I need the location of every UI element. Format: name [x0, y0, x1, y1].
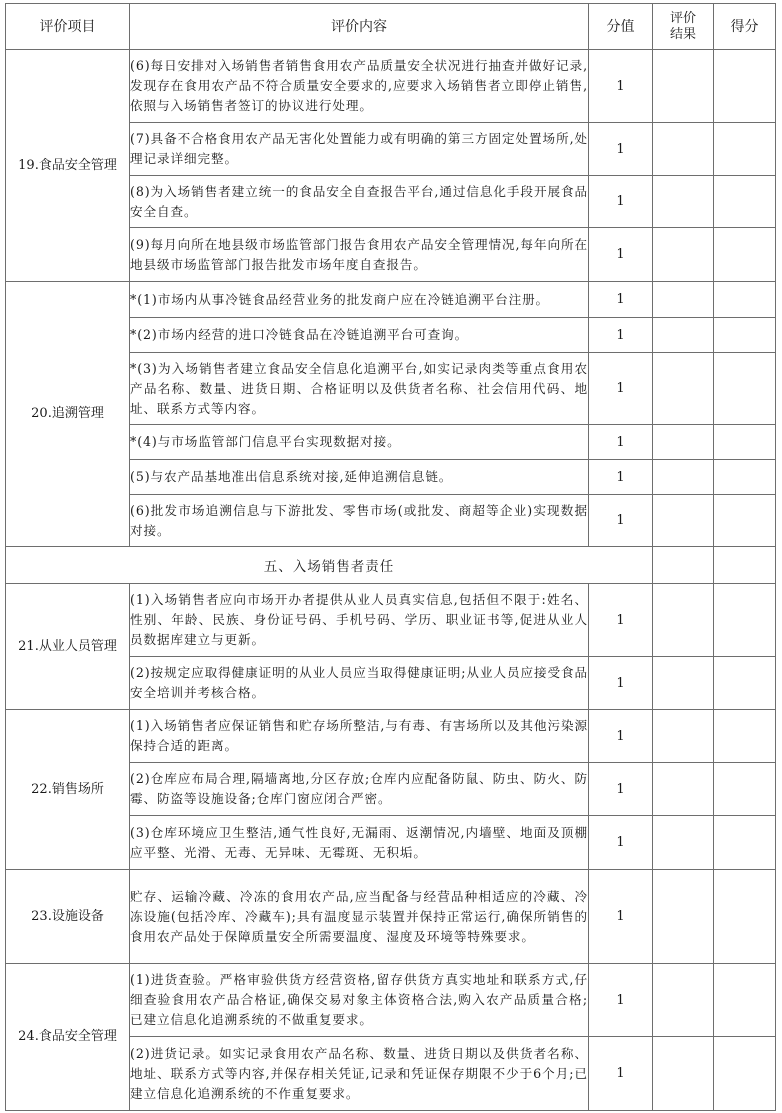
table-row [6, 584, 776, 657]
table-header-row [6, 4, 776, 50]
result-cell[interactable] [653, 425, 714, 460]
content-cell: (6)每日安排对入场销售者销售食用农产品质量安全状况进行抽查并做好记录,发现存在食用农产品不符合质量安全要求的,应要求入场销售者立即停止销售,依照与入场销售者签订的协议进行处理。 [130, 50, 589, 123]
header-result [653, 4, 714, 50]
content-cell: *(3)为入场销售者建立食品安全信息化追溯平台,如实记录肉类等重点食用农产品名称、数量、进货日期、合格证明以及供货者名称、社会信用代码、地址、联系方式等内容。 [130, 353, 589, 425]
result-cell[interactable] [653, 318, 714, 353]
content-cell: *(1)市场内从事冷链食品经营业务的批发商户应在冷链追溯平台注册。 [130, 282, 589, 318]
result-cell[interactable] [653, 964, 714, 1037]
content-cell: (2)仓库应布局合理,隔墙离地,分区存放;仓库内应配备防鼠、防虫、防火、防霉、防盗等设施设备;仓库门窗应闭合严密。 [130, 763, 589, 816]
result-cell[interactable] [653, 816, 714, 870]
score-cell: 1 [589, 425, 653, 460]
header-points: 得分 [714, 4, 776, 50]
score-cell: 1 [589, 228, 653, 282]
points-cell[interactable] [714, 282, 776, 318]
score-cell: 1 [589, 870, 653, 964]
result-cell[interactable] [653, 763, 714, 816]
item-21-staff-management: 21.从业人员管理 [6, 584, 130, 710]
content-cell: (2)按规定应取得健康证明的从业人员应当取得健康证明;从业人员应接受食品安全培训并考核合格。 [130, 657, 589, 710]
points-cell[interactable] [714, 870, 776, 964]
item-24-food-safety: 24.食品安全管理 [6, 964, 130, 1111]
header-result-line1: 评价 [669, 10, 696, 26]
points-cell[interactable] [714, 1037, 776, 1111]
table-row [6, 964, 776, 1037]
result-cell[interactable] [653, 176, 714, 228]
item-23-facilities: 23.设施设备 [6, 870, 130, 964]
score-cell: 1 [589, 1037, 653, 1111]
table-row [6, 870, 776, 964]
points-cell[interactable] [714, 460, 776, 495]
score-cell: 1 [589, 460, 653, 495]
points-cell[interactable] [714, 228, 776, 282]
score-cell: 1 [589, 763, 653, 816]
result-cell[interactable] [653, 870, 714, 964]
header-score: 分值 [589, 4, 653, 50]
result-cell[interactable] [653, 460, 714, 495]
result-cell[interactable] [653, 353, 714, 425]
content-cell: 贮存、运输冷藏、冷冻的食用农产品,应当配备与经营品种相适应的冷藏、冷冻设施(包括冷库、冷藏车);具有温度显示装置并保持正常运行,确保所销售的食用农产品处于保障质量安全所需要温度、湿度及环境等特殊要求。 [130, 870, 589, 964]
content-cell: (5)与农产品基地准出信息系统对接,延伸追溯信息链。 [130, 460, 589, 495]
content-cell: (8)为入场销售者建立统一的食品安全自查报告平台,通过信息化手段开展食品安全自查。 [130, 176, 589, 228]
points-cell[interactable] [714, 123, 776, 176]
content-cell: (1)进货查验。严格审验供货方经营资格,留存供货方真实地址和联系方式,仔细查验食用农产品合格证,确保交易对象主体资格合法,购入农产品质量合格;已建立信息化追溯系统的不做重复要求。 [130, 964, 589, 1037]
points-cell[interactable] [714, 584, 776, 657]
section-row [6, 547, 776, 584]
points-cell[interactable] [714, 495, 776, 547]
content-cell: (1)入场销售者应保证销售和贮存场所整洁,与有毒、有害场所以及其他污染源保持合适的距离。 [130, 710, 589, 763]
result-cell[interactable] [653, 1037, 714, 1111]
content-cell: (2)进货记录。如实记录食用农产品名称、数量、进货日期以及供货者名称、地址、联系方式等内容,并保存相关凭证,记录和凭证保存期限不少于6个月;已建立信息化追溯系统的不作重复要求。 [130, 1037, 589, 1111]
points-cell[interactable] [714, 50, 776, 123]
result-cell[interactable] [653, 123, 714, 176]
result-cell[interactable] [653, 584, 714, 657]
points-cell[interactable] [714, 547, 776, 584]
table-row [6, 50, 776, 123]
points-cell[interactable] [714, 964, 776, 1037]
content-cell: *(2)市场内经营的进口冷链食品在冷链追溯平台可查询。 [130, 318, 589, 353]
content-cell: (6)批发市场追溯信息与下游批发、零售市场(或批发、商超等企业)实现数据对接。 [130, 495, 589, 547]
result-cell[interactable] [653, 282, 714, 318]
score-cell: 1 [589, 282, 653, 318]
content-cell: (1)入场销售者应向市场开办者提供从业人员真实信息,包括但不限于:姓名、性别、年龄、民族、身份证号码、手机号码、学历、职业证书等,促进从业人员数据库建立与更新。 [130, 584, 589, 657]
points-cell[interactable] [714, 657, 776, 710]
table-row [6, 282, 776, 318]
header-item: 评价项目 [6, 4, 130, 50]
result-cell[interactable] [653, 657, 714, 710]
header-result-line2: 结果 [669, 26, 696, 42]
points-cell[interactable] [714, 763, 776, 816]
points-cell[interactable] [714, 176, 776, 228]
score-cell: 1 [589, 318, 653, 353]
score-cell: 1 [589, 710, 653, 763]
score-cell: 1 [589, 584, 653, 657]
score-cell: 1 [589, 657, 653, 710]
score-cell: 1 [589, 495, 653, 547]
points-cell[interactable] [714, 353, 776, 425]
points-cell[interactable] [714, 710, 776, 763]
content-cell: (9)每月向所在地县级市场监管部门报告食用农产品安全管理情况,每年向所在地县级市场监管部门报告批发市场年度自查报告。 [130, 228, 589, 282]
item-20-traceability: 20.追溯管理 [6, 282, 130, 547]
content-cell: (7)具备不合格食用农产品无害化处置能力或有明确的第三方固定处置场所,处理记录详细完整。 [130, 123, 589, 176]
result-cell[interactable] [653, 50, 714, 123]
content-cell: (3)仓库环境应卫生整洁,通气性良好,无漏雨、返潮情况,内墙壁、地面及顶棚应平整、光滑、无毒、无异味、无霉斑、无积垢。 [130, 816, 589, 870]
points-cell[interactable] [714, 816, 776, 870]
score-cell: 1 [589, 816, 653, 870]
result-cell[interactable] [653, 228, 714, 282]
item-22-sales-premises: 22.销售场所 [6, 710, 130, 870]
score-cell: 1 [589, 176, 653, 228]
score-cell: 1 [589, 123, 653, 176]
score-cell: 1 [589, 50, 653, 123]
score-cell: 1 [589, 964, 653, 1037]
evaluation-table [5, 3, 776, 1111]
result-cell[interactable] [653, 710, 714, 763]
table-row [6, 710, 776, 763]
content-cell: *(4)与市场监管部门信息平台实现数据对接。 [130, 425, 589, 460]
points-cell[interactable] [714, 318, 776, 353]
header-content: 评价内容 [130, 4, 589, 50]
result-cell[interactable] [653, 495, 714, 547]
section-title: 五、入场销售者责任 [6, 547, 653, 584]
evaluation-sheet [5, 3, 775, 1110]
score-cell: 1 [589, 353, 653, 425]
result-cell[interactable] [653, 547, 714, 584]
item-19-food-safety: 19.食品安全管理 [6, 50, 130, 282]
points-cell[interactable] [714, 425, 776, 460]
